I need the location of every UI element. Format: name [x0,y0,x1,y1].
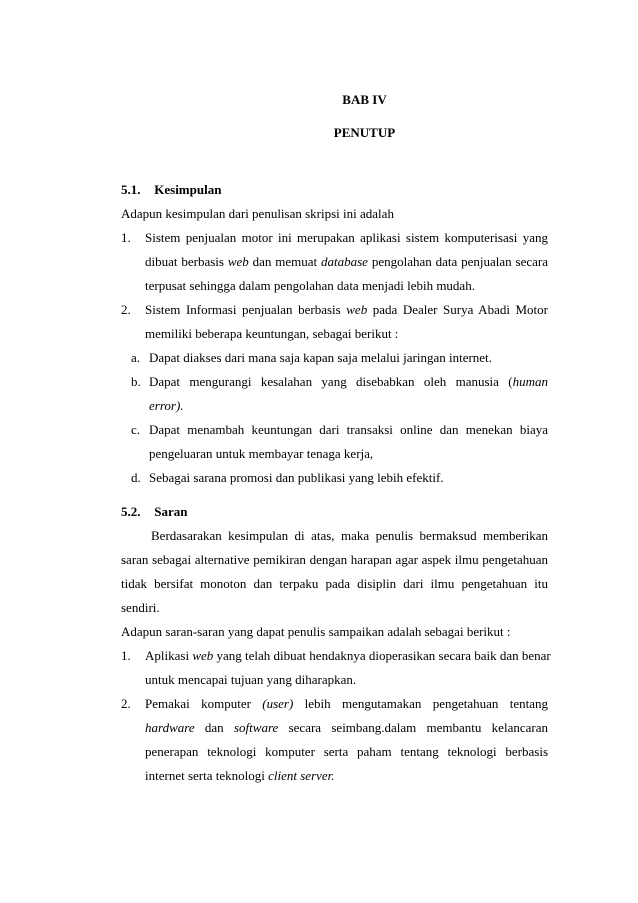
text-run: Aplikasi [145,648,193,663]
sub-list-item [131,468,548,487]
text-run-italic: web [192,648,214,663]
text-run: pengolahan data penjualan secara [367,254,548,269]
paragraph-line: sendiri. [121,600,160,615]
text-run-italic: client server. [268,768,335,783]
list-item-continuation: terpusat sehingga dalam pengolahan data menjadi lebih mudah. [145,278,475,293]
saran-intro: Adapun saran-saran yang dapat penulis sampaikan adalah sebagai berikut : [121,624,511,639]
paragraph-line: tidak bersifat monoton dan terpaku pada disiplin dari ilmu pengetahuan itu [121,576,548,591]
list-text: Dapat diakses dari mana saja kapan saja melalui jaringan internet. [149,350,492,365]
sub-list-item [131,348,548,367]
section-heading-kesimpulan [121,180,221,199]
text-run-italic: software [233,720,279,735]
list-marker: 1. [121,648,131,663]
list-item-continuation [145,718,548,737]
text-run: Sistem Informasi penjualan berbasis [145,302,347,317]
list-item-continuation [145,766,548,785]
text-run-italic: web [227,254,249,269]
text-run-italic: hardware [145,720,195,735]
list-text: Sistem penjualan motor ini merupakan aplikasi sistem komputerisasi yang [145,230,548,245]
list-marker: a. [131,350,141,365]
sub-list-item-continuation [149,396,548,415]
sub-list-item-continuation: pengeluaran untuk membayar tenaga kerja, [149,446,374,461]
text-run: lebih mengutamakan pengetahuan tentang [293,696,548,711]
text-run: dibuat berbasis [145,254,228,269]
list-marker: 2. [121,302,131,317]
text-run-italic: error). [149,398,184,413]
list-text: Dapat menambah keuntungan dari transaksi online dan menekan biaya [149,422,548,437]
text-run-italic: human [512,374,548,389]
kesimpulan-intro: Adapun kesimpulan dari penulisan skripsi ini adalah [121,206,394,221]
list-item [121,300,548,319]
paragraph-line: Berdasarakan kesimpulan di atas, maka penulis bermaksud memberikan [151,528,548,543]
list-item-continuation [145,252,548,271]
paragraph-line: saran sebagai alternative pemikiran dengan harapan agar aspek ilmu pengetahuan [121,552,548,567]
chapter-title: BAB IV [342,92,387,107]
list-item [121,228,548,247]
text-run-italic: web [346,302,368,317]
text-run: Pemakai komputer [145,696,263,711]
sub-list-item [131,420,548,439]
text-run: yang telah dibuat hendaknya dioperasikan secara baik dan benar [213,648,551,663]
list-item [121,694,548,713]
text-run: pada Dealer Surya Abadi Motor [367,302,548,317]
text-run: internet serta teknologi [145,768,269,783]
section-number: 5.1. [121,182,141,197]
list-marker: 2. [121,696,131,711]
text-run: dan [194,720,234,735]
text-run-italic: (user) [262,696,294,711]
section-title: Saran [154,504,188,519]
list-marker: c. [131,422,141,437]
list-item-continuation: untuk mencapai tujuan yang diharapkan. [145,672,357,687]
list-item [121,646,551,665]
list-item-continuation: memiliki beberapa keuntungan, sebagai berikut : [145,326,399,341]
text-run: secara seimbang.dalam membantu kelancaran [278,720,548,735]
list-marker: 1. [121,230,131,245]
list-item-continuation: penerapan teknologi komputer serta paham tentang teknologi berbasis [145,744,548,759]
section-title: Kesimpulan [154,182,222,197]
sub-list-item [131,372,548,391]
list-marker: b. [131,374,141,389]
list-marker: d. [131,470,141,485]
section-number: 5.2. [121,504,141,519]
section-heading-saran [121,502,187,521]
list-text: Sebagai sarana promosi dan publikasi yang lebih efektif. [149,470,444,485]
text-run-italic: database [321,254,368,269]
text-run: Dapat mengurangi kesalahan yang disebabkan oleh manusia ( [149,374,513,389]
page-title: PENUTUP [333,125,396,140]
text-run: dan memuat [248,254,322,269]
